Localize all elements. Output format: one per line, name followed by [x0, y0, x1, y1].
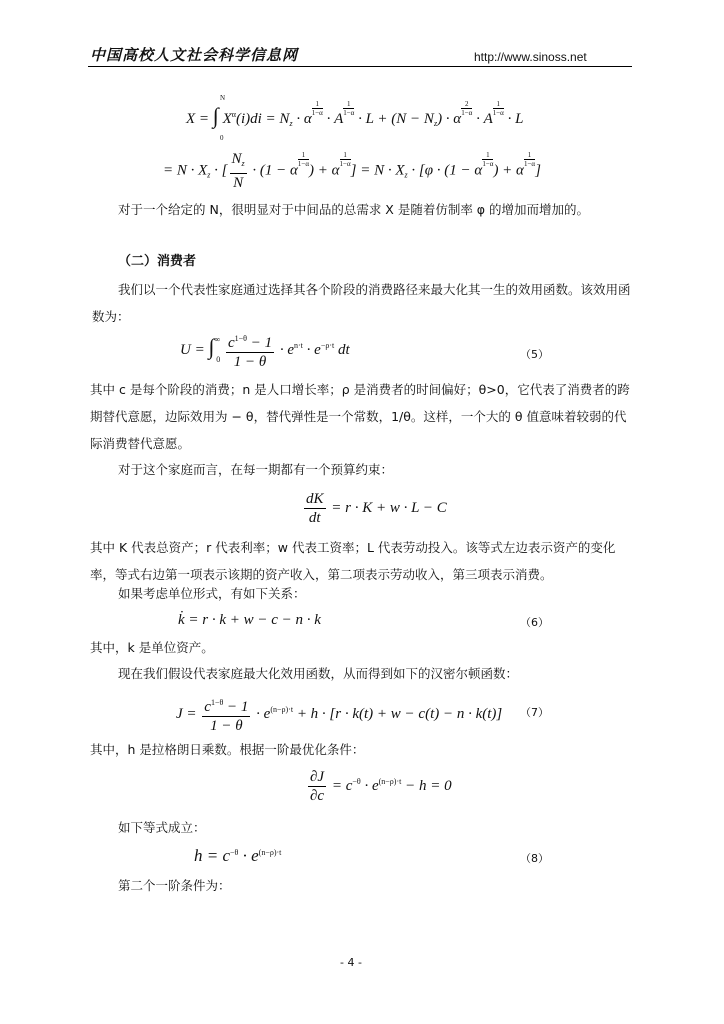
paragraph-parameter-definitions: 其中 c 是每个阶段的消费；n 是人口增长率；ρ 是消费者的时间偏好；θ>0，它代表了消费者的跨期替代意愿，边际效用为 − θ，替代弹性是一个常数，1/θ。这样，一个大的 θ 值意味着较弱的代际消费替代意愿。: [90, 382, 630, 451]
paragraph-second-foc: 第二个一阶条件为：: [118, 878, 231, 893]
equation-number-7: （7）: [520, 706, 549, 719]
paragraph-equation-holds: 如下等式成立：: [118, 820, 206, 835]
paragraph-budget-intro: 对于这个家庭而言，在每一期都有一个预算约束：: [118, 462, 394, 477]
equation-5-utility: $U = \int^\infty_0$ $\frac{c^{1-\theta} - 1}{1 - \theta}$ · $e^{n\cdot t} \cdot e^{-\rho\cdot t}$ dt: [180, 330, 350, 371]
equation-number-8: （8）: [520, 852, 549, 865]
equation-first-order-condition: $\frac{\partial J}{\partial c}$ = $c^{-\theta} \cdot e^{(n-\rho)\cdot t} - h = 0$: [310, 769, 452, 804]
equation-x-line2: = $N \cdot X_z$ · [ $\frac{N_z}{N}$ · (1 − α $\frac{1}{1-\alpha}$ ) + α $\frac{1}{1-\alpha}$ ] = $N \cdot X_z \cdot [\varphi \cdot (1 - \alpha$ $\frac{1}{1-\alpha}$ ) + α $\frac{1}{1-\alpha}$ ]: [163, 151, 541, 191]
site-url[interactable]: http://www.sinoss.net: [474, 50, 587, 64]
equation-number-6: （6）: [520, 616, 549, 629]
header-divider: [88, 66, 632, 67]
paragraph-budget-explanation: 其中 K 代表总资产；r 代表利率；w 代表工资率；L 代表劳动投入。该等式左边表示资产的变化率，等式右边第一项表示该期的资产收入，第二项表示劳动收入，第三项表示消费。: [90, 540, 616, 582]
equation-7-hamiltonian: J = $\frac{c^{1-\theta} - 1}{1 - \theta}$ · $e^{(n-\rho)\cdot t} + h \cdot [r \cdot k(t) + w - c(t) - n \cdot k(t)]$: [176, 694, 502, 735]
paragraph-hamiltonian-intro: 现在我们假设代表家庭最大化效用函数，从而得到如下的汉密尔顿函数：: [118, 666, 519, 681]
paragraph-unit-form-intro: 如果考虑单位形式，有如下关系：: [118, 586, 306, 601]
page-number: - 4 -: [340, 956, 362, 969]
section-heading-consumer: （二）消费者: [118, 254, 197, 269]
equation-8-costate: $h = c^{-\theta} \cdot e^{(n-\rho)\cdot t}$: [194, 846, 282, 865]
site-logo-text: 中国高校人文社会科学信息网: [90, 46, 299, 64]
paragraph-lagrange-multiplier: 其中，h 是拉格朗日乘数。根据一阶最优化条件：: [90, 742, 365, 757]
equation-6-capital-accumulation: k̇ = r · k + w − c − n · k: [178, 612, 321, 628]
equation-budget-constraint: $\frac{dK}{dt}$ = r · K + w · L − C: [306, 491, 447, 526]
equation-x-line1: N 0 X = ∫ $X^\alpha(i)di = N_z \cdot \alpha$ $\frac{1}{1-\alpha}$ · A $\frac{1}{1-\alpha}$ · $L + (N - N_z) \cdot \alpha$ $\frac{2}{1-\alpha}$ · A $\frac{1}{1-\alpha}$ · L: [186, 94, 524, 142]
paragraph-unit-asset: 其中，k 是单位资产。: [90, 640, 214, 655]
paragraph-demand-note: 对于一个给定的 N，很明显对于中间品的总需求 X 是随着仿制率 φ 的增加而增加的。: [118, 202, 590, 217]
paragraph-utility-intro: 我们以一个代表性家庭通过选择其各个阶段的消费路径来最大化其一生的效用函数。该效用函数为：: [92, 282, 631, 324]
equation-number-5: （5）: [520, 348, 549, 361]
